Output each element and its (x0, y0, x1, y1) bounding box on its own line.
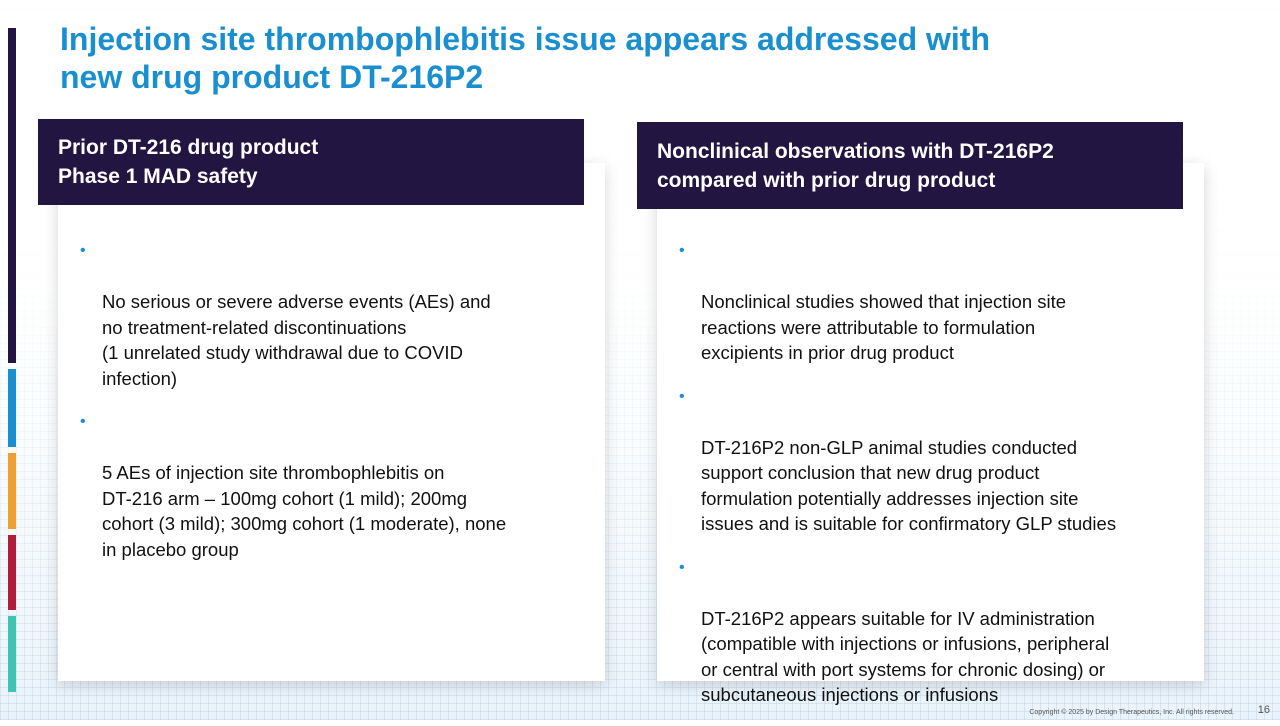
left-bullet-list (80, 238, 575, 580)
right-bullet-list (679, 238, 1189, 726)
right-bullet-item (679, 384, 1189, 537)
accent-segment-blue (8, 369, 16, 447)
bullet-icon: • (80, 242, 86, 259)
bullet-icon: • (80, 413, 86, 430)
accent-segment-teal (8, 616, 16, 692)
right-panel-header-text: Nonclinical observations with DT-216P2 compared with prior drug product (657, 139, 1054, 192)
left-accent-bar (8, 28, 16, 692)
bullet-icon: • (679, 387, 685, 405)
bullet-icon: • (679, 242, 685, 259)
bullet-icon: • (679, 558, 685, 576)
left-bullet-item (80, 238, 575, 391)
right-bullet-text: Nonclinical studies showed that injection site reactions were attributable to formulation excipients in prior drug product (701, 291, 1067, 363)
copyright-notice: Copyright © 2025 by Design Therapeutics, Inc. All rights reserved. (1029, 709, 1234, 716)
right-bullet-item (679, 238, 1189, 366)
right-panel-header (637, 122, 1183, 209)
accent-segment-purple (8, 28, 16, 363)
accent-segment-orange (8, 453, 16, 529)
right-bullet-item (679, 555, 1189, 708)
right-bullet-text: DT-216P2 appears suitable for IV administration (compatible with injections or infusions, peripheral or central with port systems for chronic dosing) or subcutaneous injections or infusions (701, 607, 1110, 705)
right-bullet-text: DT-216P2 non-GLP animal studies conducted support conclusion that new drug product formulation potentially addresses injection site issues and is suitable for confirmatory GLP studies (701, 436, 1117, 534)
left-bullet-text: 5 AEs of injection site thrombophlebitis on DT-216 arm – 100mg cohort (1 mild); 200mg cohort (3 mild); 300mg cohort (1 moderate), none in placebo group (102, 462, 507, 560)
accent-segment-red (8, 535, 16, 611)
left-panel-header-text: Prior DT-216 drug product Phase 1 MAD safety (58, 136, 319, 188)
left-panel-header (38, 119, 584, 205)
page-number: 16 (1257, 704, 1270, 716)
left-bullet-text: No serious or severe adverse events (AEs) and no treatment-related discontinuations (1 unrelated study withdrawal due to COVID infection) (102, 291, 491, 389)
page-title: Injection site thrombophlebitis issue appears addressed with new drug product DT-216P2 (60, 21, 990, 95)
left-bullet-item (80, 409, 575, 562)
